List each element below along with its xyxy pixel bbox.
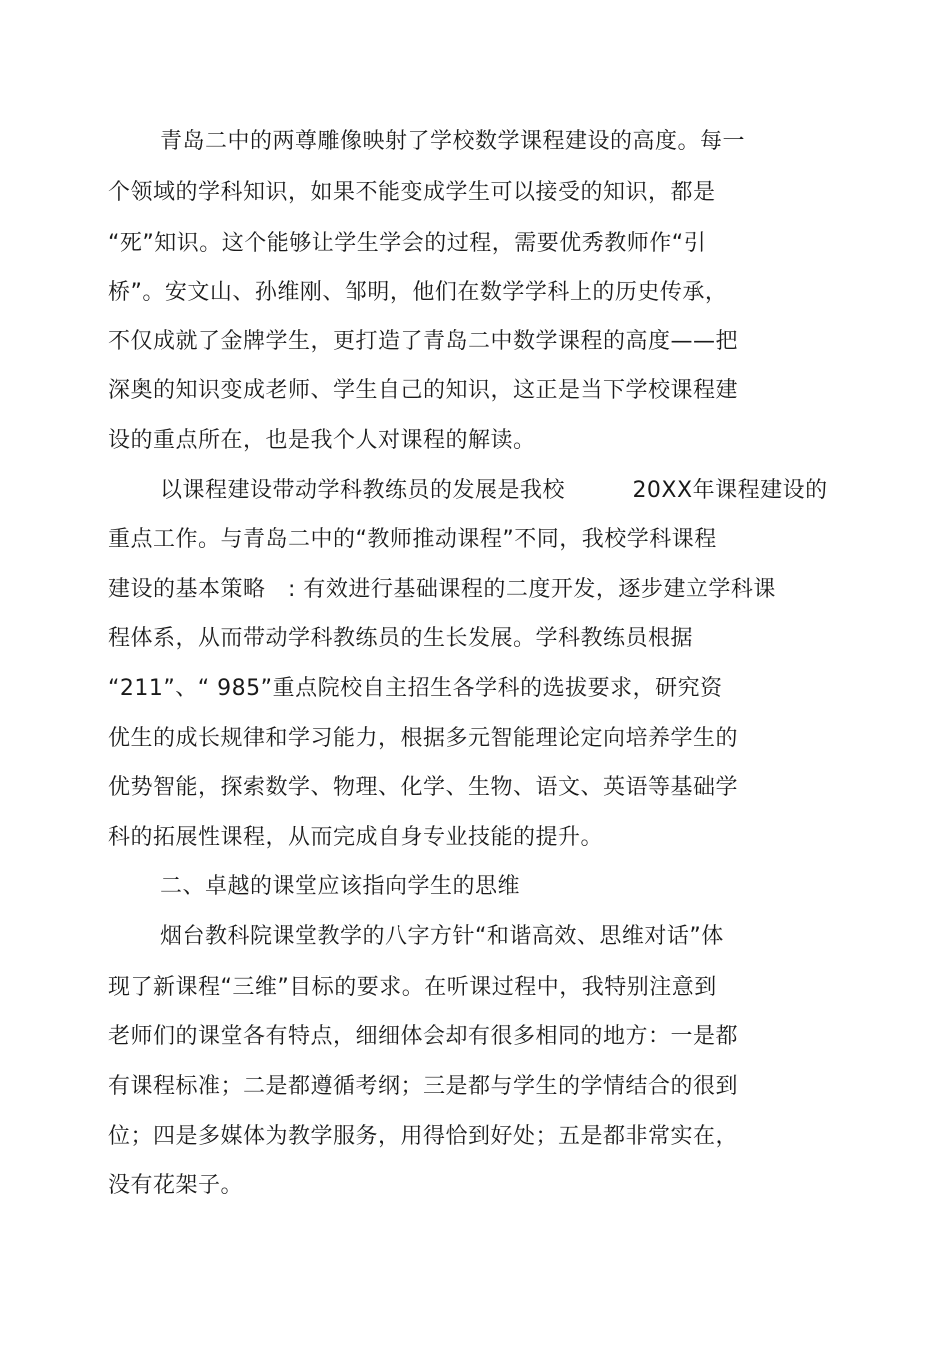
text-line: 深奥的知识变成老师、学生自己的知识，这正是当下学校课程建 [108,378,739,403]
text-line: 优生的成长规律和学习能力，根据多元智能理论定向培养学生的 [108,726,739,751]
text-line: 有课程标准；二是都遵循考纲；三是都与学生的学情结合的很到 [108,1074,739,1099]
text-line: “211”、“ 985”重点院校自主招生各学科的选拔要求，研究资 [108,676,723,701]
section-heading: 二、卓越的课堂应该指向学生的思维 [160,874,521,899]
text-line: 建设的基本策略 : 有效进行基础课程的二度开发，逐步建立学科课 [108,577,776,602]
text-line: 青岛二中的两尊雕像映射了学校数学课程建设的高度。每一 [160,129,746,154]
text-line: 位；四是多媒体为教学服务，用得恰到好处；五是都非常实在， [108,1124,739,1149]
text-line: 设的重点所在，也是我个人对课程的解读。 [108,428,536,453]
text-line: 程体系，从而带动学科教练员的生长发展。学科教练员根据 [108,626,694,651]
text-line: 优势智能，探索数学、物理、化学、生物、语文、英语等基础学 [108,775,739,800]
text-line: 老师们的课堂各有特点，细细体会却有很多相同的地方：一是都 [108,1024,739,1049]
text-line: 科的拓展性课程，从而完成自身专业技能的提升。 [108,825,604,850]
text-line: 烟台教科院课堂教学的八字方针“和谐高效、思维对话”体 [160,924,724,949]
text-line: 不仅成就了金牌学生，更打造了青岛二中数学课程的高度——把 [108,329,739,354]
text-line: “死”知识。这个能够让学生学会的过程，需要优秀教师作“引 [108,231,707,256]
text-line: 以课程建设带动学科教练员的发展是我校 20XX年课程建设的 [160,478,828,503]
text-line: 桥”。安文山、孙维刚、邹明，他们在数学学科上的历史传承， [108,280,728,305]
text-line: 现了新课程“三维”目标的要求。在听课过程中，我特别注意到 [108,975,717,1000]
text-line: 没有花架子。 [108,1173,244,1198]
text-line: 重点工作。与青岛二中的“教师推动课程”不同，我校学科课程 [108,527,717,552]
text-line: 个领域的学科知识，如果不能变成学生可以接受的知识，都是 [108,180,716,205]
